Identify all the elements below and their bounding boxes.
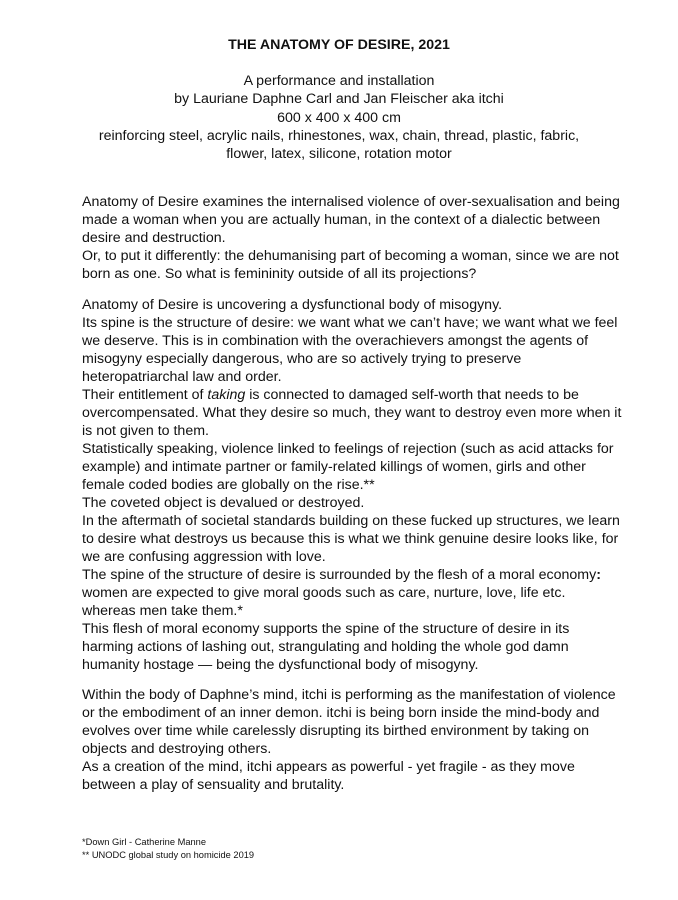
footnote-2: ** UNODC global study on homicide 2019 [82,849,255,860]
body-line: The coveted object is devalued or destroyed. [82,495,365,511]
text-run: Their entitlement of [82,387,208,403]
body-line: Statistically speaking, violence linked to feelings of rejection (such as acid attacks for example) and intimate partner or family-related killings of women, girls and other female coded bodies are globally on the rise.** [82,441,614,493]
body-line: As a creation of the mind, itchi appears as powerful - yet fragile - as they move between a play of sensuality and brutality. [82,759,575,793]
body-line: Its spine is the structure of desire: we want what we can’t have; we want what we feel we deserve. This is in combination with the overachievers amongst the agents of misogyny especially dangerous, who are so actively trying to preserve heteropatriarchal law and order. [82,315,618,385]
body-line: This flesh of moral economy supports the spine of the structure of desire in its harming actions of lashing out, strangulating and holding the whole god damn humanity hostage — being the dysfunctional body of misogyny. [82,621,570,673]
footnotes [82,836,254,862]
dimensions: 600 x 400 x 400 cm [277,109,401,126]
text-run: is connected to damaged self-worth that needs to be overcompensated. What they desire so much, they want to destroy even more when it is not given to them. [82,387,622,439]
bold-colon: : [596,567,601,583]
materials-line-1: reinforcing steel, acrylic nails, rhinestones, wax, chain, thread, plastic, fabric, [98,127,580,144]
emphasis-taking: taking [207,387,246,403]
body-line: Anatomy of Desire is uncovering a dysfunctional body of misogyny. [82,297,503,313]
body-line [82,566,622,620]
body-line: Within the body of Daphne’s mind, itchi is performing as the manifestation of violence or the embodiment of an inner demon. itchi is being born inside the mind-body and evolves over time while carelessly disrupting its birthed environment by taking on objects and destroying others. [82,687,616,757]
intro-sentence-2: Or, to put it differently: the dehumanising part of becoming a woman, since we are not born as one. So what is femininity outside of all its projections? [82,248,619,282]
footnote-1: *Down Girl - Catherine Manne [82,837,207,847]
text-run: women are expected to give moral goods such as care, nurture, love, life etc. whereas men take them.* [82,585,566,619]
body-line: In the aftermath of societal standards building on these fucked up structures, we learn to desire what destroys us because this is what we think genuine desire looks like, for we are confusing aggression with love. [82,513,620,565]
intro-paragraph [82,193,622,283]
misogyny-paragraph [82,296,622,674]
body-line [82,386,622,440]
intro-sentence-1: Anatomy of Desire examines the internalised violence of over-sexualisation and being made a woman when you are actually human, in the context of a dialectic between desire and destruction. [82,194,620,246]
text-run: The spine of the structure of desire is surrounded by the flesh of a moral economy [82,567,597,583]
work-type: A performance and installation [243,73,435,89]
artists: by Lauriane Daphne Carl and Jan Fleischer aka itchi [174,91,504,108]
page-title: THE ANATOMY OF DESIRE, 2021 [228,37,450,53]
materials-line-2: flower, latex, silicone, rotation motor [226,146,452,163]
work-details [0,72,678,163]
itchi-paragraph [82,686,622,794]
